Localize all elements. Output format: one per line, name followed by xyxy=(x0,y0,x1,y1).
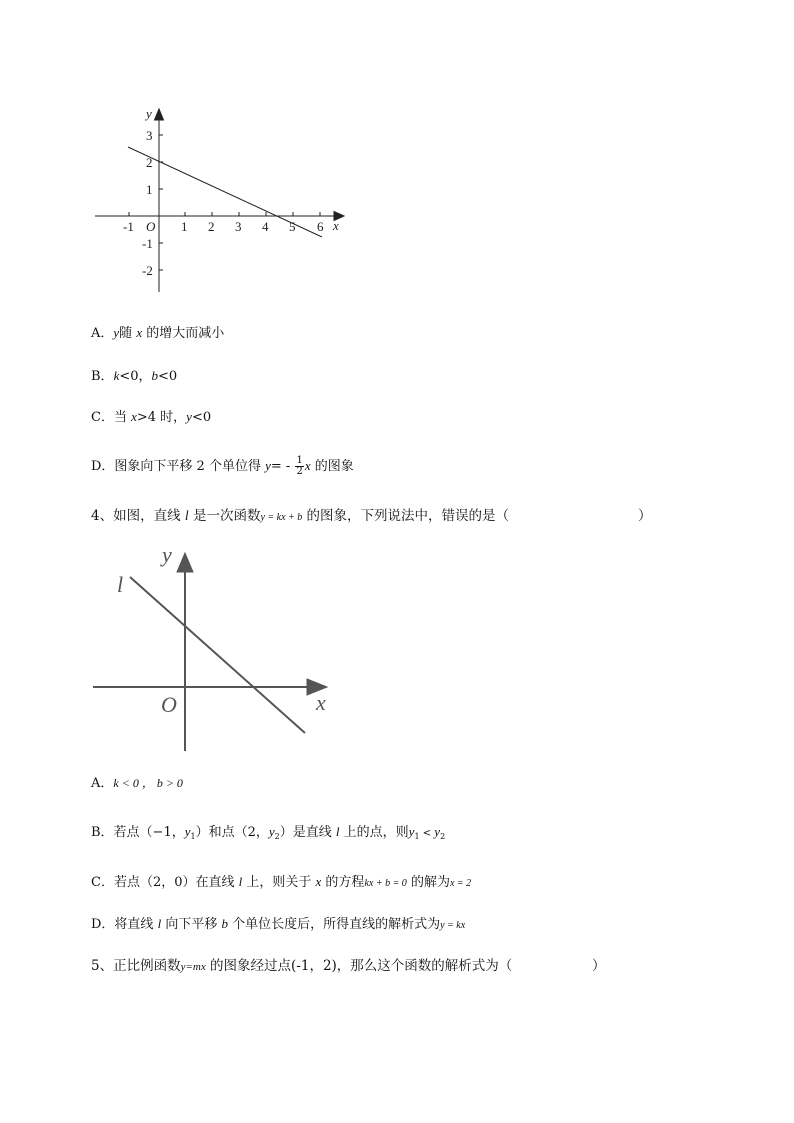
y-tick-label: -1 xyxy=(142,236,153,251)
q3-option-c: C．当 x>4 时，y<0 xyxy=(91,409,212,425)
q4-stem: 4、如图，直线 l 是一次函数y = kx + b 的图象，下列说法中，错误的是（ xyxy=(91,508,510,524)
x-tick-label: 4 xyxy=(262,219,269,234)
y-axis-label: y xyxy=(162,542,172,567)
x-tick-label: 3 xyxy=(235,219,242,234)
x-axis-label: x xyxy=(316,690,326,715)
x-tick-label: 2 xyxy=(208,219,215,234)
line-label: l xyxy=(117,572,124,597)
x-axis-label: x xyxy=(333,218,339,233)
graph-2 xyxy=(88,540,348,760)
x-tick-label: 1 xyxy=(181,219,188,234)
x-tick-label: 5 xyxy=(289,219,296,234)
q3-option-d: D．图象向下平移 2 个单位得 y= - $\frac{1}{2}$ x 的图象 xyxy=(91,455,354,477)
q5-stem: 5、正比例函数y=mx 的图象经过点(-1，2)，那么这个函数的解析式为（ xyxy=(91,958,513,974)
y-axis-arrow-icon xyxy=(155,109,164,120)
origin-label: O xyxy=(161,692,177,717)
y-tick-label: 1 xyxy=(146,182,153,197)
y-tick-label: 3 xyxy=(146,128,153,143)
fraction-one-half: $\frac{1}{2}$ xyxy=(296,455,303,477)
q4-stem-close: ） xyxy=(638,508,652,524)
q5-stem-close: ） xyxy=(592,958,606,974)
x-tick-label: -1 xyxy=(123,219,134,234)
x-tick-label: 6 xyxy=(317,219,324,234)
origin-label: O xyxy=(146,219,156,234)
graph-1 xyxy=(90,100,360,300)
q3-option-a: A．y随 x 的增大而减小 xyxy=(91,325,225,341)
q4-option-b: B．若点（−1，$y_1$）和点（2，$y_2$）是直线 l 上的点，则$y_1 < y_2$ xyxy=(91,824,446,841)
y-axis-label: y xyxy=(146,106,152,121)
q4-option-a: A．k < 0 ， b > 0 xyxy=(91,776,183,791)
y-tick-label: 2 xyxy=(146,155,153,170)
function-line xyxy=(130,577,305,733)
q4-option-c: C．若点（2，0）在直线 l 上，则关于 x 的方程kx + b = 0 的解为x = 2 xyxy=(91,874,472,890)
q3-option-b: B．k<0，b<0 xyxy=(91,368,178,384)
q4-option-d: D．将直线 l 向下平移 b 个单位长度后，所得直线的解析式为y = kx xyxy=(91,916,466,932)
y-tick-label: -2 xyxy=(142,263,153,278)
y-axis-arrow-icon xyxy=(177,553,193,572)
